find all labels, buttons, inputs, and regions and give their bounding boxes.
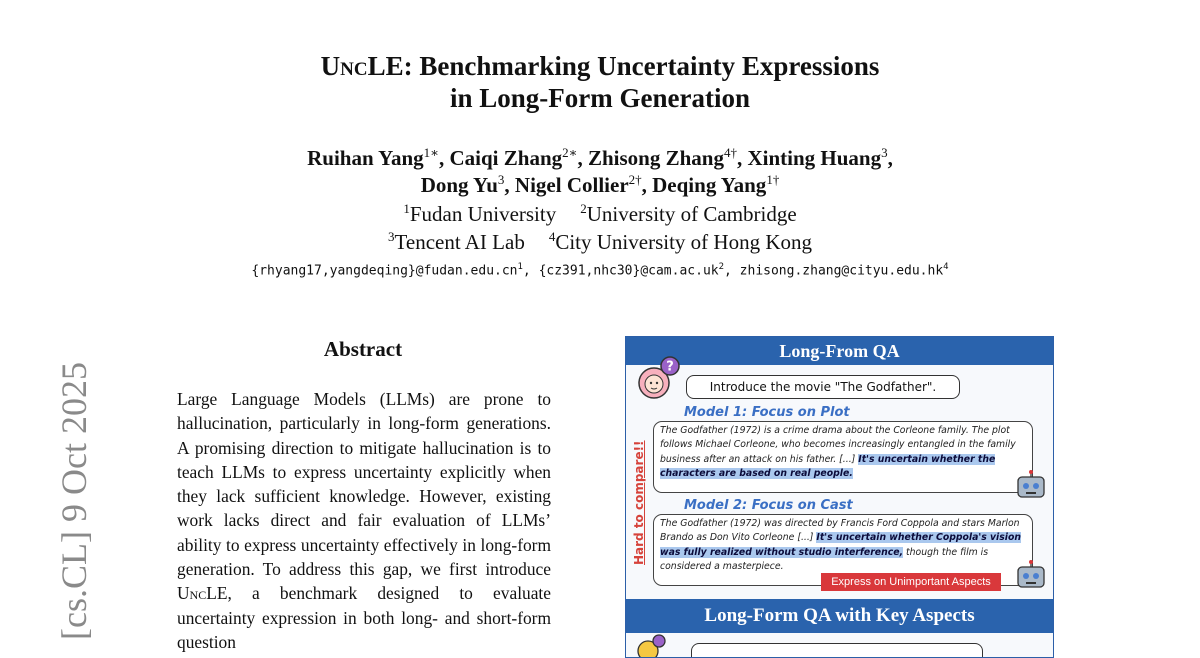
author-sup: 1∗	[423, 145, 439, 160]
author-sup: 3	[881, 145, 888, 160]
user-avatar-icon	[636, 633, 666, 658]
paper-title	[0, 50, 1200, 114]
prompt-bubble: Introduce the movie "The Godfather".	[686, 375, 960, 399]
title-line-2: in Long-Form Generation	[450, 83, 750, 113]
author-name: Dong Yu	[420, 173, 498, 197]
answer-2-text: The Godfather (1972) was directed by Francis Ford Coppola and stars Marlon Brando as Don Vito Corleone [...]	[660, 518, 1020, 544]
affil-name: Fudan University	[409, 202, 557, 226]
author-sup: 1†	[766, 172, 780, 187]
answer-2-highlight: It's uncertain whether Coppola's vision was fully realized without studio interference,	[660, 532, 1021, 558]
affiliations	[0, 200, 1200, 256]
affil-num: 4	[548, 229, 556, 244]
author-sup: 2†	[628, 172, 642, 187]
affil-num: 3	[388, 229, 395, 244]
warning-badge: Express on Unimportant Aspects	[821, 573, 1001, 591]
model-1-label: Model 1: Focus on Plot	[684, 405, 850, 420]
robot-icon	[1014, 469, 1048, 501]
svg-text:?: ?	[666, 359, 674, 375]
prompt-bubble-2	[691, 643, 983, 658]
author-name: Nigel Collier	[514, 173, 629, 197]
abstract-heading: Abstract	[323, 337, 403, 361]
affil-num: 1	[403, 201, 410, 216]
author-sup: 3	[497, 172, 505, 187]
email-sup: 1	[517, 262, 523, 272]
arxiv-stamp: [cs.CL] 9 Oct 2025	[54, 362, 94, 640]
affil-name: University of Cambridge	[586, 202, 797, 226]
affil-name: Tencent AI Lab	[394, 230, 525, 254]
answer-2-tail: though the film is considered a masterpiece.	[660, 546, 989, 573]
author-name: Deqing Yang	[652, 173, 767, 197]
email[interactable]: {cz391,nhc30}@cam.ac.uk	[538, 263, 719, 279]
abstract-text	[177, 387, 551, 654]
email-sup: 2	[718, 262, 725, 272]
title-line-1	[0, 50, 1200, 82]
title-rest: LE: Benchmarking Uncertainty Expressions	[367, 51, 880, 81]
author-list: Ruihan Yang$^{1∗}$, Caiqi Zhang$^{2∗}$, Zhisong Zhang$^{4\dagger}$, Xinting Huang$^3$, Dong Yu$^3$, Nigel Collier$^{2\dagger}$, Deqing Yang$^{1\dagger}$	[307, 145, 893, 197]
hard-to-compare-label: Hard to compare!!	[632, 440, 646, 565]
email[interactable]: zhisong.zhang@cityu.edu.hk	[739, 263, 944, 279]
author-name: Caiqi Zhang	[449, 146, 563, 170]
affil-num: 2	[580, 201, 587, 216]
title-smallcaps: Unc	[320, 51, 368, 81]
model-2-label: Model 2: Focus on Cast	[684, 498, 853, 513]
figure-1	[625, 336, 1054, 658]
robot-icon	[1014, 559, 1048, 591]
author-name: Ruihan Yang	[307, 146, 424, 170]
author-name: Zhisong Zhang	[587, 146, 724, 170]
answer-1-highlight: It's uncertain whether the characters are based on real people.	[660, 453, 996, 480]
abstract-part-1: Large Language Models (LLMs) are prone to hallucination, particularly in long-form generations. A promising direction to mitigate hallucination is to teach LLMs to express uncertainty explicitly when they lack sufficient knowledge. However, existing work lacks direct and fair evaluation of LLMs’ ability to express uncertainty effectively in long-form generation. To address this gap, we first introduce	[177, 389, 551, 580]
abstract-part-2: LE, a benchmark designed to evaluate uncertainty expression in both long- and short-form question	[177, 583, 551, 652]
author-name: Xinting Huang	[747, 146, 882, 170]
abstract-smallcaps: Unc	[177, 583, 207, 604]
email-sup: 4	[943, 262, 949, 272]
model-1-answer	[653, 421, 1033, 493]
answer-1-text: The Godfather (1972) is a crime drama about the Corleone family. The plot follows Michael Corleone, who becomes increasingly entangled in the family business after an attack on his father. [...]	[660, 425, 1016, 465]
figure-header-key-aspects: Long-Form QA with Key Aspects	[626, 599, 1053, 633]
author-sup: 2∗	[562, 145, 578, 160]
author-emails: $\{rhyang17,yangdeqing\}@fudan.edu.cn^1$, $\{cz391,nhc30\}@cam.ac.uk^2$, $zhisong.zhang@cityu.edu.hk^4$	[251, 262, 949, 279]
author-sup: 4†	[723, 145, 737, 160]
email[interactable]: {rhyang17,yangdeqing}@fudan.edu.cn	[251, 263, 518, 279]
user-avatar-icon	[634, 355, 680, 401]
figure-header-long-form-qa: Long-From QA	[626, 337, 1053, 365]
affil-name: City University of Hong Kong	[555, 230, 812, 254]
